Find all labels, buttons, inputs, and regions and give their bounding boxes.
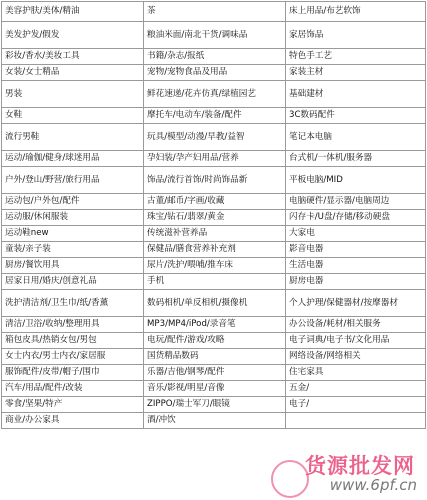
category-cell: 国货精品数码 [144,349,286,365]
category-cell: 宠物/宠物食品及用品 [144,65,286,81]
category-cell: 3C数码配件 [286,108,426,124]
category-cell: 洗护清洁剂/卫生巾/纸/香薰 [2,290,144,317]
category-cell: 古董/邮币/字画/收藏 [144,194,286,210]
category-cell: 台式机/一体机/服务器 [286,151,426,167]
table-row [2,242,426,258]
category-cell: 运动鞋new [2,226,144,242]
table-row [2,167,426,194]
table-row [2,108,426,124]
table-row [2,194,426,210]
category-cell: 零食/坚果/特产 [2,397,144,413]
category-cell: 电玩/配件/游戏/攻略 [144,333,286,349]
category-cell: 茶 [144,2,286,22]
category-cell: 户外/登山/野营/旅行用品 [2,167,144,194]
table-row [2,65,426,81]
table-row [2,365,426,381]
category-cell: 商业/办公家具 [2,413,144,429]
category-cell: 乐器/吉他/钢琴/配件 [144,365,286,381]
category-cell [286,413,426,429]
category-cell: 传统滋补营养品 [144,226,286,242]
table-row [2,210,426,226]
category-cell: 办公设备/耗材/相关服务 [286,317,426,333]
table-row [2,413,426,429]
watermark-text: 货源批发网 [305,453,415,478]
category-cell: 居家日用/婚庆/创意礼品 [2,274,144,290]
category-cell: 笔记本电脑 [286,124,426,151]
table-row [2,258,426,274]
category-cell: 摩托车/电动车/装备/配件 [144,108,286,124]
category-cell: 床上用品/布艺软饰 [286,2,426,22]
table-row [2,397,426,413]
category-cell: 清洁/卫浴/收纳/整理用具 [2,317,144,333]
category-cell: 尿片/洗护/喂哺/推车床 [144,258,286,274]
category-cell: 男装 [2,81,144,108]
table-row [2,349,426,365]
category-cell: 电脑硬件/显示器/电脑周边 [286,194,426,210]
category-cell: 女装/女士精品 [2,65,144,81]
category-cell: 个人护理/保健器材/按摩器材 [286,290,426,317]
category-cell: 电子/ [286,397,426,413]
category-cell: 五金/ [286,381,426,397]
table-row [2,124,426,151]
category-cell: 鲜花速递/花卉仿真/绿植园艺 [144,81,286,108]
table-row [2,290,426,317]
category-cell: 基础建材 [286,81,426,108]
category-cell: 箱包皮具/热销女包/男包 [2,333,144,349]
category-cell: 运动/瑜伽/健身/球迷用品 [2,151,144,167]
table-row [2,81,426,108]
category-cell: ZIPPO/瑞士军刀/眼镜 [144,397,286,413]
category-cell: 彩妆/香水/美妆工具 [2,49,144,65]
watermark [271,450,421,496]
table-row [2,226,426,242]
category-cell: 孕妇装/孕产妇用品/营养 [144,151,286,167]
table-row [2,49,426,65]
category-cell: 特色手工艺 [286,49,426,65]
category-cell: 影音电器 [286,242,426,258]
category-cell: 电子词典/电子书/文化用品 [286,333,426,349]
category-cell: 饰品/流行首饰/时尚饰品新 [144,167,286,194]
watermark-logo-icon [271,460,309,498]
category-cell: 厨房/餐饮用具 [2,258,144,274]
category-cell: 厨房电器 [286,274,426,290]
category-cell: 生活电器 [286,258,426,274]
category-cell: 数码相机/单反相机/摄像机 [144,290,286,317]
category-cell: 书籍/杂志/报纸 [144,49,286,65]
category-cell: 童装/亲子装 [2,242,144,258]
table-row [2,274,426,290]
category-cell: 运动包/户外包/配件 [2,194,144,210]
category-cell: 音乐/影视/明星/音像 [144,381,286,397]
category-cell: 美容护肤/美体/精油 [2,2,144,22]
category-cell: MP3/MP4/iPod/录音笔 [144,317,286,333]
category-cell: 流行男鞋 [2,124,144,151]
category-cell: 保健品/膳食营养补充剂 [144,242,286,258]
category-table [1,1,426,429]
category-cell: 家装主材 [286,65,426,81]
category-cell: 住宅家具 [286,365,426,381]
table-row [2,22,426,49]
category-cell: 闪存卡/U盘/存储/移动硬盘 [286,210,426,226]
category-cell: 酒/冲饮 [144,413,286,429]
watermark-url: www.6pf.cn [329,476,417,494]
category-cell: 粮油米面/南北干货/调味品 [144,22,286,49]
table-row [2,2,426,22]
category-cell: 网络设备/网络相关 [286,349,426,365]
category-cell: 女士内衣/男士内衣/家居服 [2,349,144,365]
category-table-body [2,2,426,429]
table-row [2,381,426,397]
table-row [2,317,426,333]
category-cell: 女鞋 [2,108,144,124]
category-cell: 美发护发/假发 [2,22,144,49]
category-cell: 手机 [144,274,286,290]
category-cell: 服饰配件/皮带/帽子/围巾 [2,365,144,381]
category-cell: 汽车/用品/配件/改装 [2,381,144,397]
category-cell: 家居饰品 [286,22,426,49]
category-cell: 珠宝/钻石/翡翠/黄金 [144,210,286,226]
category-cell: 大家电 [286,226,426,242]
table-row [2,151,426,167]
category-cell: 玩具/模型/动漫/早教/益智 [144,124,286,151]
table-row [2,333,426,349]
category-cell: 平板电脑/MID [286,167,426,194]
category-cell: 运动服/休闲服装 [2,210,144,226]
